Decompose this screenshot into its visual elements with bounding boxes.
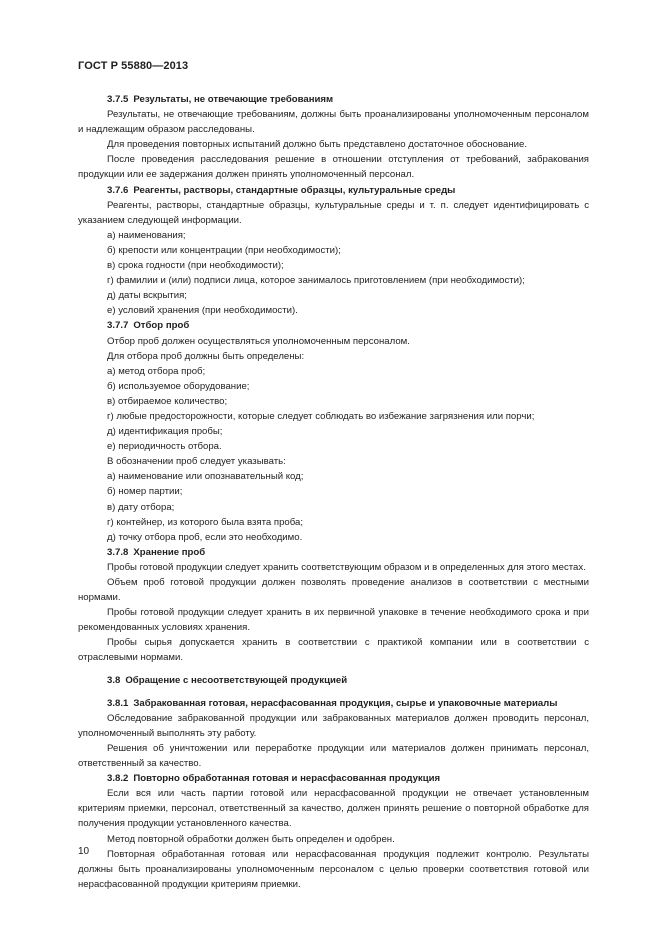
list-item: д) даты вскрытия; bbox=[107, 290, 187, 302]
list-item: д) идентификация пробы; bbox=[107, 426, 223, 438]
list-item: а) наименование или опознавательный код; bbox=[107, 471, 304, 483]
paragraph: Пробы готовой продукции следует хранить соответствующим образом и в определенных для этого местах. bbox=[107, 561, 586, 573]
section-heading-3-7-6 bbox=[78, 183, 589, 198]
page-number: 10 bbox=[78, 846, 90, 857]
section-number: 3.8.2 bbox=[107, 773, 129, 785]
section-title: Повторно обработанная готовая и нерасфасованная продукция bbox=[133, 773, 441, 785]
section-number: 3.7.8 bbox=[107, 546, 129, 558]
document-body bbox=[78, 92, 589, 892]
list-item: б) номер партии; bbox=[107, 486, 183, 498]
section-number: 3.8.1 bbox=[107, 697, 129, 709]
paragraph: В обозначении проб следует указывать: bbox=[107, 456, 286, 468]
paragraph: Пробы готовой продукции следует хранить в их первичной упаковке в течение необходимого срока и при рекомендованных условиях хранения. bbox=[78, 607, 589, 634]
section-number: 3.7.6 bbox=[107, 184, 129, 196]
section-number: 3.8 bbox=[107, 674, 121, 686]
paragraph: Метод повторной обработки должен быть определен и одобрен. bbox=[107, 833, 395, 845]
section-title: Обращение с несоответствующей продукцией bbox=[125, 674, 348, 686]
paragraph: Для отбора проб должны быть определены: bbox=[107, 350, 305, 362]
paragraph: Для проведения повторных испытаний должно быть представлено достаточное обоснование. bbox=[107, 139, 527, 151]
list-item: г) фамилии и (или) подписи лица, которое занималось приготовлением (при необходимости); bbox=[107, 275, 525, 287]
paragraph: Отбор проб должен осуществляться уполномоченным персоналом. bbox=[107, 335, 410, 347]
paragraph: Объем проб готовой продукции должен позволять проведение анализов в соответствии с местными нормами. bbox=[78, 577, 589, 604]
paragraph: Пробы сырья допускается хранить в соответствии с практикой компании или в соответствии с отраслевыми нормами. bbox=[78, 637, 589, 664]
list-item: д) точку отбора проб, если это необходимо. bbox=[107, 531, 303, 543]
paragraph: Решения об уничтожении или переработке продукции или материалов должен принимать персонал, ответственный за качество. bbox=[78, 742, 589, 770]
list-item: г) любые предосторожности, которые следует соблюдать во избежание загрязнения или порчи; bbox=[107, 410, 535, 422]
section-heading-3-7-5 bbox=[78, 92, 589, 107]
section-number: 3.7.5 bbox=[107, 94, 129, 105]
list-item: е) периодичность отбора. bbox=[107, 441, 222, 453]
section-heading-3-8 bbox=[78, 673, 589, 688]
section-heading-3-7-7 bbox=[78, 318, 589, 333]
list-item: е) условий хранения (при необходимости). bbox=[107, 305, 298, 317]
section-title: Результаты, не отвечающие требованиям bbox=[133, 94, 334, 105]
list-item: в) срока годности (при необходимости); bbox=[107, 260, 284, 272]
document-header: ГОСТ Р 55880—2013 bbox=[78, 60, 189, 72]
section-number: 3.7.7 bbox=[107, 320, 129, 332]
section-heading-3-7-8 bbox=[78, 545, 589, 560]
section-title: Реагенты, растворы, стандартные образцы, культуральные среды bbox=[133, 184, 456, 196]
list-item: в) дату отбора; bbox=[107, 501, 175, 513]
paragraph: Повторная обработанная готовая или нерасфасованная продукция подлежит контролю. Результаты должны быть проанализированы уполномоченным персоналом с целью проверки соответствия готовой или нерасфасованной продукции критериям приемки. bbox=[78, 848, 589, 890]
paragraph: Обследование забракованной продукции или забракованных материалов должен проводить персонал, уполномоченный выполнять эту работу. bbox=[78, 712, 589, 739]
paragraph: Если вся или часть партии готовой или нерасфасованной продукции не отвечает установленным критериям приемки, персонал, ответственный за качество, должен принять решение о повторной обработке для получения продукции установленного качества. bbox=[78, 788, 589, 830]
section-heading-3-8-2 bbox=[78, 771, 589, 786]
section-heading-3-8-1 bbox=[78, 696, 589, 711]
list-item: г) контейнер, из которого была взята проба; bbox=[107, 516, 304, 528]
paragraph: Реагенты, растворы, стандартные образцы, культуральные среды и т. п. следует идентифицировать с указанием следующей информации. bbox=[78, 199, 589, 226]
section-title: Отбор проб bbox=[133, 320, 190, 332]
paragraph: Результаты, не отвечающие требованиям, должны быть проанализированы уполномоченным персоналом и надлежащим образом расследованы. bbox=[78, 109, 589, 136]
list-item: а) метод отбора проб; bbox=[107, 365, 206, 377]
list-item: а) наименования; bbox=[107, 229, 186, 241]
section-title: Забракованная готовая, нерасфасованная продукция, сырье и упаковочные материалы bbox=[133, 697, 558, 709]
section-title: Хранение проб bbox=[133, 546, 206, 558]
list-item: б) используемое оборудование; bbox=[107, 380, 250, 392]
list-item: в) отбираемое количество; bbox=[107, 395, 228, 407]
paragraph: После проведения расследования решение в отношении отступления от требований, забракования продукции или ее задержания должен принять уполномоченный персонал. bbox=[78, 154, 589, 181]
list-item: б) крепости или концентрации (при необходимости); bbox=[107, 244, 341, 256]
